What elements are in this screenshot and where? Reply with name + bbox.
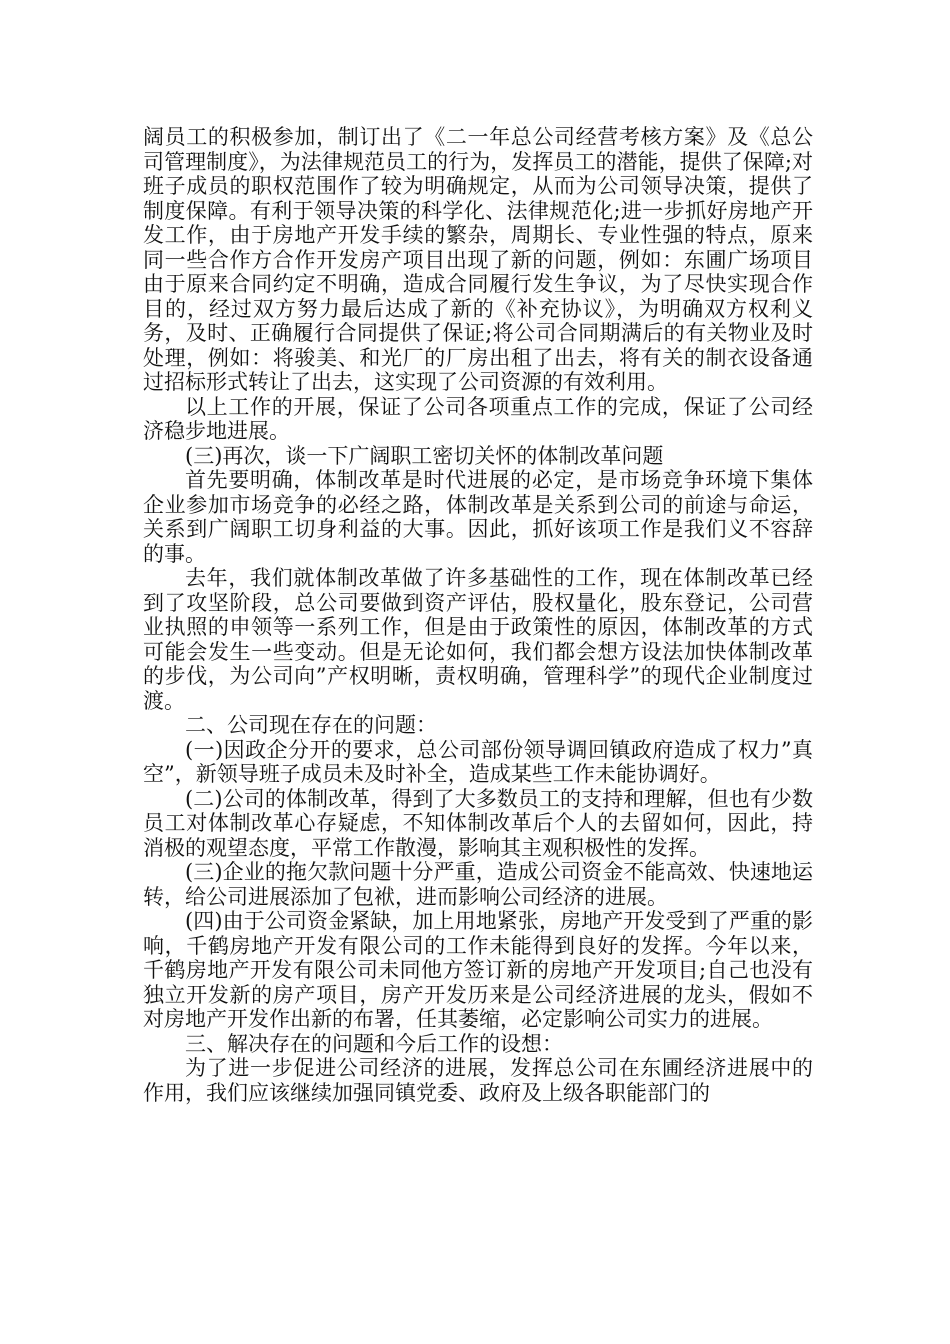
problem-item-4: (四)由于公司资金紧缺，加上用地紧张，房地产开发受到了严重的影响，千鹤房地产开发有限公司的工作未能得到良好的发挥。今年以来，千鹤房地产开发有限公司未同他方签订新的房地产开发项目;自己也没有独立开发新的房产项目，房产开发历来是公司经济进展的龙头，假如不对房地产开发作出新的布署，任其萎缩，必定影响公司实力的进展。: [143, 909, 813, 1031]
section-heading-problems: 二、公司现在存在的问题：: [185, 713, 437, 737]
problem-item-1: (一)因政企分开的要求，总公司部份领导调回镇政府造成了权力”真空”，新领导班子成员未及时补全，造成某些工作未能协调好。: [143, 737, 813, 786]
section-heading-solutions: 三、解决存在的问题和今后工作的设想：: [185, 1031, 563, 1056]
document-body: [143, 125, 813, 1105]
section-heading-reform: (三)再次，谈一下广阔职工密切关怀的体制改革问题: [185, 443, 664, 468]
problem-item-3: (三)企业的拖欠款问题十分严重，造成公司资金不能高效、快速地运转，给公司进展添加了包袱，进而影响公司经济的进展。: [143, 860, 813, 909]
paragraph-1: 阔员工的积极参加，制订出了《二一年总公司经营考核方案》及《总公司管理制度》，为法律规范员工的行为，发挥员工的潜能，提供了保障;对班子成员的职权范围作了较为明确规定，从而为公司领导决策，提供了制度保障。有利于领导决策的科学化、法律规范化;进一步抓好房地产开发工作，由于房地产开发手续的繁杂，周期长、专业性强的特点，原来同一些合作方合作开发房产项目出现了新的问题，例如：东圃广场项目由于原来合同约定不明确，造成合同履行发生争议，为了尽快实现合作目的，经过双方努力最后达成了新的《补充协议》，为明确双方权利义务，及时、正确履行合同提供了保证;将公司合同期满后的有关物业及时处理，例如：将骏美、和光厂的厂房出租了出去，将有关的制衣设备通过招标形式转让了出去，这实现了公司资源的有效利用。: [143, 125, 813, 394]
paragraph-12: 为了进一步促进公司经济的进展，发挥总公司在东圃经济进展中的作用，我们应该继续加强同镇党委、政府及上级各职能部门的: [143, 1056, 813, 1105]
problem-item-2: (二)公司的体制改革，得到了大多数员工的支持和理解，但也有少数员工对体制改革心存疑虑，不知体制改革后个人的去留如何，因此，持消极的观望态度，平常工作散漫，影响其主观积极性的发挥。: [143, 786, 813, 860]
paragraph-5: 去年，我们就体制改革做了许多基础性的工作，现在体制改革已经到了攻坚阶段，总公司要做到资产评估，股权量化，股东登记，公司营业执照的申领等一系列工作，但是由于政策性的原因，体制改革的方式可能会发生一些变动。但是无论如何，我们都会想方设法加快体制改革的步伐，为公司向”产权明晰，责权明确，管理科学”的现代企业制度过渡。: [143, 566, 813, 713]
paragraph-4: 首先要明确，体制改革是时代进展的必定，是市场竞争环境下集体企业参加市场竞争的必经之路，体制改革是关系到公司的前途与命运，关系到广阔职工切身利益的大事。因此，抓好该项工作是我们义不容辞的事。: [143, 468, 813, 566]
paragraph-2: 以上工作的开展，保证了公司各项重点工作的完成，保证了公司经济稳步地进展。: [143, 394, 813, 443]
